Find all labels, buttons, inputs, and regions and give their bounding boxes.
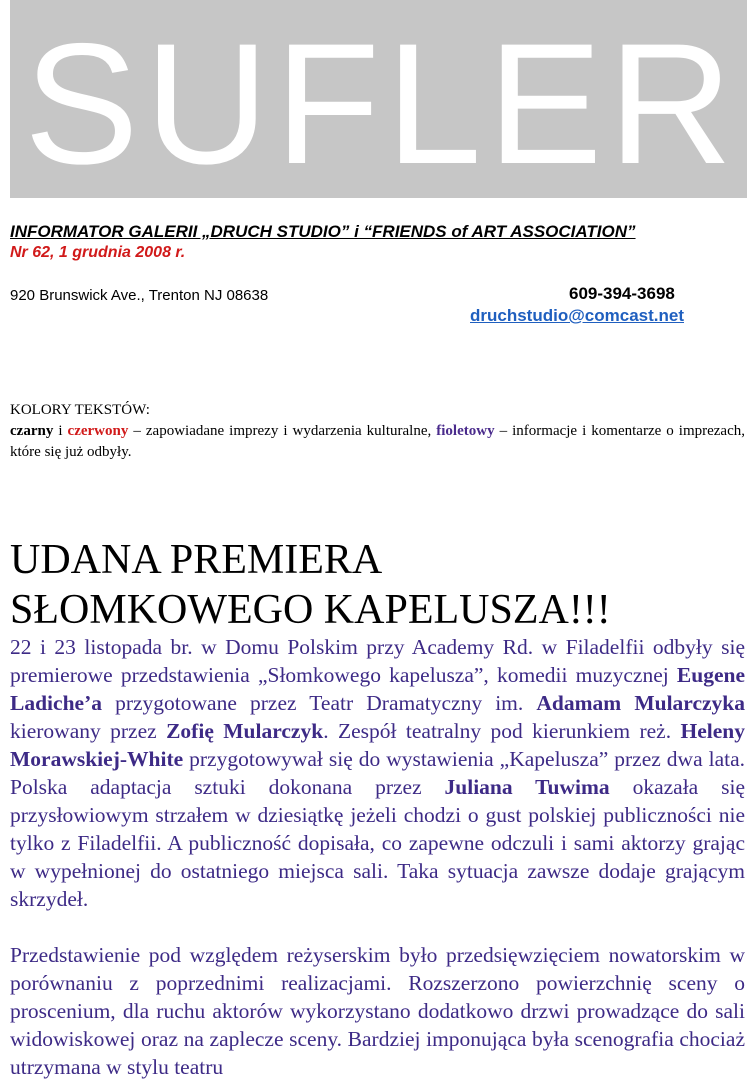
email-link[interactable]: druchstudio@comcast.net [470, 306, 684, 325]
person-name: Juliana Tuwima [444, 775, 610, 799]
person-name: Zofię Mularczyk [166, 719, 324, 743]
person-name: Adamam Mularczyka [536, 691, 745, 715]
article-headline [10, 535, 745, 635]
legend-black: czarny [10, 423, 54, 439]
legend-red: czerwony [67, 423, 129, 439]
article-paragraph-2: Przedstawienie pod względem reżyserskim było przedsięwzięciem nowatorskim w porównaniu z poprzednimi realizacjami. Rozszerzono powierzchnię sceny o proscenium, dla ruchu aktorów wykorzystano dodatkowo drzwi prowadzące do sali widowiskowej oraz na zaplecze sceny. Bardziej imponująca była scenografia chociaż utrzymana w stylu teatru [10, 943, 745, 1079]
headline-line-2: SŁOMKOWEGO KAPELUSZA!!! [10, 587, 611, 633]
article-body [10, 633, 745, 1081]
postal-address: 920 Brunswick Ave., Trenton NJ 08638 [10, 287, 269, 304]
headline-line-1: UDANA PREMIERA [10, 537, 383, 583]
text-span: kierowany przez [10, 719, 167, 743]
phone-number: 609-394-3698 [569, 284, 675, 303]
color-legend [10, 421, 745, 463]
legend-violet: fioletowy [436, 423, 495, 439]
newsletter-info: INFORMATOR GALERII „DRUCH STUDIO” i “FRIENDS of ART ASSOCIATION” [10, 222, 636, 241]
text-span: 22 i 23 listopada br. w Domu Polskim przy Academy Rd. w Filadelfii odbyły się premierowe przedstawienia „Słomkowego kapelusza”, komedii muzycznej [10, 635, 745, 687]
person-name: Eugene Ladiche’a [10, 663, 745, 715]
text-span: przygotowywał się do wystawienia „Kapelusza” przez dwa lata. Polska adaptacja sztuki dokonana przez [10, 747, 745, 799]
legend-text-1: – zapowiadane imprezy i wydarzenia kulturalne, [128, 423, 437, 439]
masthead-title: SUFLER [24, 8, 739, 198]
legend-conj: i [53, 423, 68, 439]
text-span: okazała się przysłowiowym strzałem w dziesiątkę jeżeli chodzi o gust polskiej publiczności nie tylko z Filadelfii. A publiczność dopisała, co zapewne odczuli i sami aktorzy grając w wypełnionej do ostatniego miejsca sali. Taka sytuacja zawsze dodaje grającym skrzydeł. [10, 775, 745, 911]
article-paragraph-1 [10, 633, 745, 913]
legend-text-2: – informacje i komentarze o imprezach, które się już odbyły. [10, 423, 745, 460]
color-legend-title: KOLORY TEKSTÓW: [10, 402, 150, 418]
person-name: Heleny Morawskiej-White [10, 719, 745, 771]
masthead-banner [10, 0, 747, 198]
issue-date: Nr 62, 1 grudnia 2008 r. [10, 244, 186, 261]
text-span: . Zespół teatralny pod kierunkiem reż. [323, 719, 681, 743]
text-span: przygotowane przez Teatr Dramatyczny im. [101, 691, 537, 715]
